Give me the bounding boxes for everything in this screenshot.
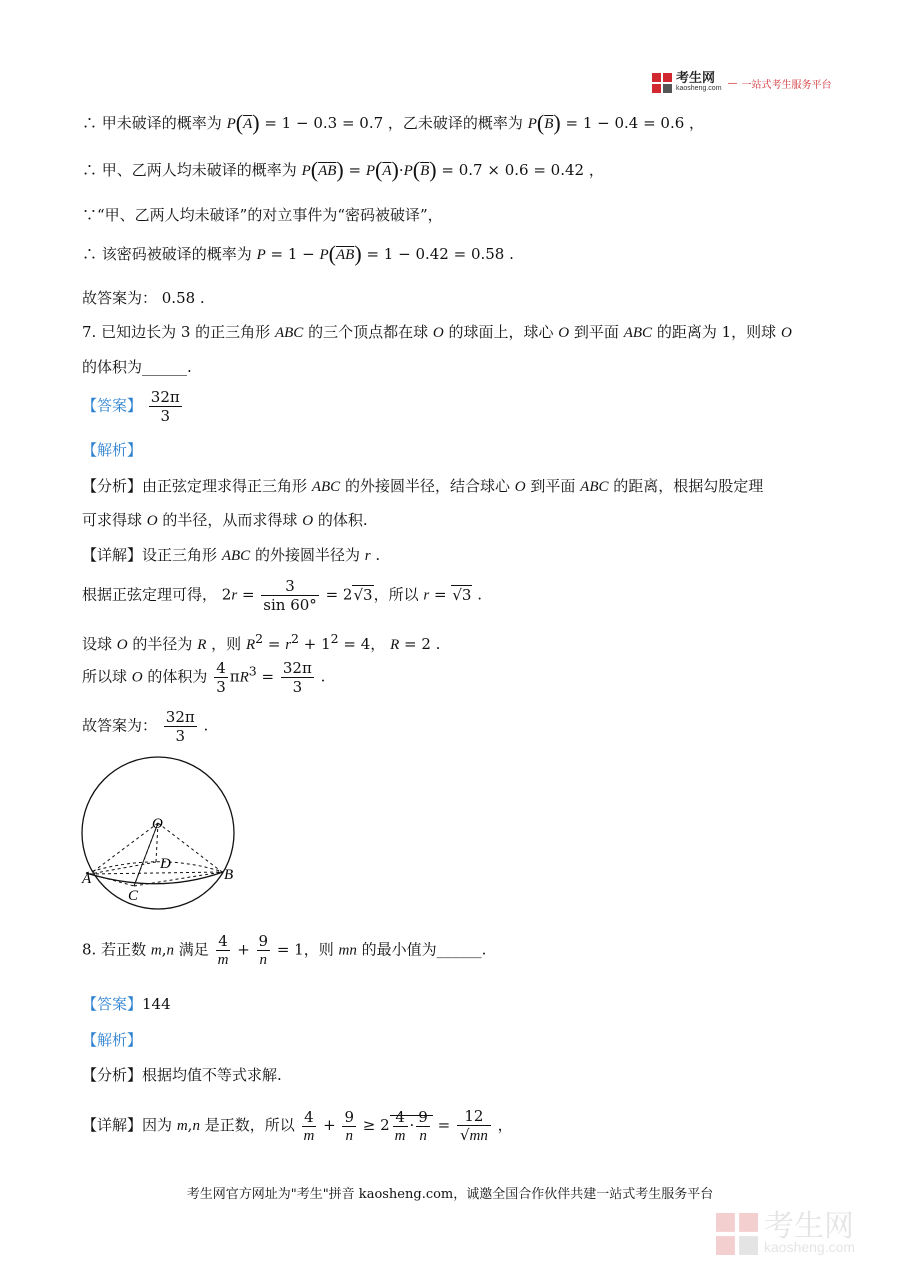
- detail-7: 【详解】设正三角形 ABC 的外接圆半径为 r .: [82, 546, 381, 564]
- logo-icon: [652, 73, 672, 93]
- text-line-1: ∴ 甲未破译的概率为 $P(\overline{A}) = 1 - 0.3 = 0.7$ ，乙未破译的概率为 $P(\overline{B}) = 1 - 0.4 = 0.6$ ，: [82, 110, 705, 135]
- label-C: C: [128, 888, 139, 904]
- sphere-diagram: [78, 755, 248, 910]
- answer-7-final: 故答案为： $\frac{32\pi}{3}$ .: [82, 708, 209, 745]
- kaosheng-logo: 考生网 kaosheng.com — 一站式考生服务平台: [652, 72, 832, 94]
- analysis-7: 【分析】由正弦定理求得正三角形 ABC 的外接圆半径，结合球心 O 到平面 ABC 的距离，根据勾股定理: [82, 477, 764, 495]
- logo-sub: kaosheng.com: [676, 85, 722, 92]
- watermark-logo-icon: [716, 1213, 758, 1255]
- label-A: A: [82, 871, 92, 887]
- detail-7-line3: 设球 O 的半径为 R ，则 $R^2 = r^2 + 1^2 = 4$， R = 2 .: [82, 631, 441, 653]
- label-O: O: [152, 816, 163, 832]
- question-7-line2: 的体积为______.: [82, 358, 192, 376]
- detail-8: 【详解】因为 m,n 是正数，所以 $\frac{4}{m}$ + $\frac{9}{n}$ ≥ 2 $\frac{4}{m}$ · $\frac{9}{n}$ = $\frac{12}{√mn}$ ，: [82, 1107, 513, 1144]
- answer-8: 【答案】144: [82, 995, 171, 1013]
- watermark: 考生网 kaosheng.com: [716, 1213, 855, 1255]
- text-line-3: ∵“甲、乙两人均未破译”的对立事件为“密码被破译”，: [82, 206, 443, 224]
- analysis-tag-8: 【解析】: [82, 1031, 143, 1049]
- logo-slogan: 一站式考生服务平台: [741, 79, 832, 91]
- footer-text: 考生网官方网址为"考生"拼音 kaosheng.com，诚邀全国合作伙伴共建一站式考生服务平台: [186, 1187, 714, 1202]
- answer-7: 【答案】 $\frac{32\pi}{3}$: [82, 388, 180, 425]
- question-8: 8. 若正数 m,n 满足 $\frac{4}{m}$ + $\frac{9}{n}$ = 1，则 mn 的最小值为______.: [82, 932, 487, 968]
- text-line-5: 故答案为： 0.58 .: [82, 289, 205, 307]
- analysis-7-line2: 可求得球 O 的半径，从而求得球 O 的体积.: [82, 511, 368, 529]
- text-line-4: ∴ 该密码被破译的概率为 $P = 1 - P(\overline{A}\overline{B}) = 1 - 0.42 = 0.58$ .: [82, 241, 514, 266]
- question-7: 7. 已知边长为 3 的正三角形 ABC 的三个顶点都在球 O 的球面上，球心 O 到平面 ABC 的距离为 1，则球 O: [82, 323, 792, 341]
- text-line-2: ∴ 甲、乙两人均未破译的概率为 $P(\overline{A}\overline{B}) = P(\overline{A})\cdot P(\overline{B}) = 0.7 \times 0.6 = 0.42$ ，: [82, 157, 604, 182]
- analysis-tag-7: 【解析】: [82, 441, 143, 459]
- logo-text: 考生网: [676, 70, 716, 85]
- detail-7-line4: 所以球 O 的体积为 $\frac{4}{3}$ $\pi R^3$ = $\frac{32\pi}{3}$ .: [82, 659, 326, 696]
- detail-7-line2: 根据正弦定理可得， 2r = $\frac{3}{\sin 60^\circ}$ = 2√3，所以 r = √3 .: [82, 577, 482, 614]
- label-B: B: [224, 867, 234, 883]
- analysis-8: 【分析】根据均值不等式求解.: [82, 1066, 282, 1084]
- label-D: D: [160, 856, 171, 872]
